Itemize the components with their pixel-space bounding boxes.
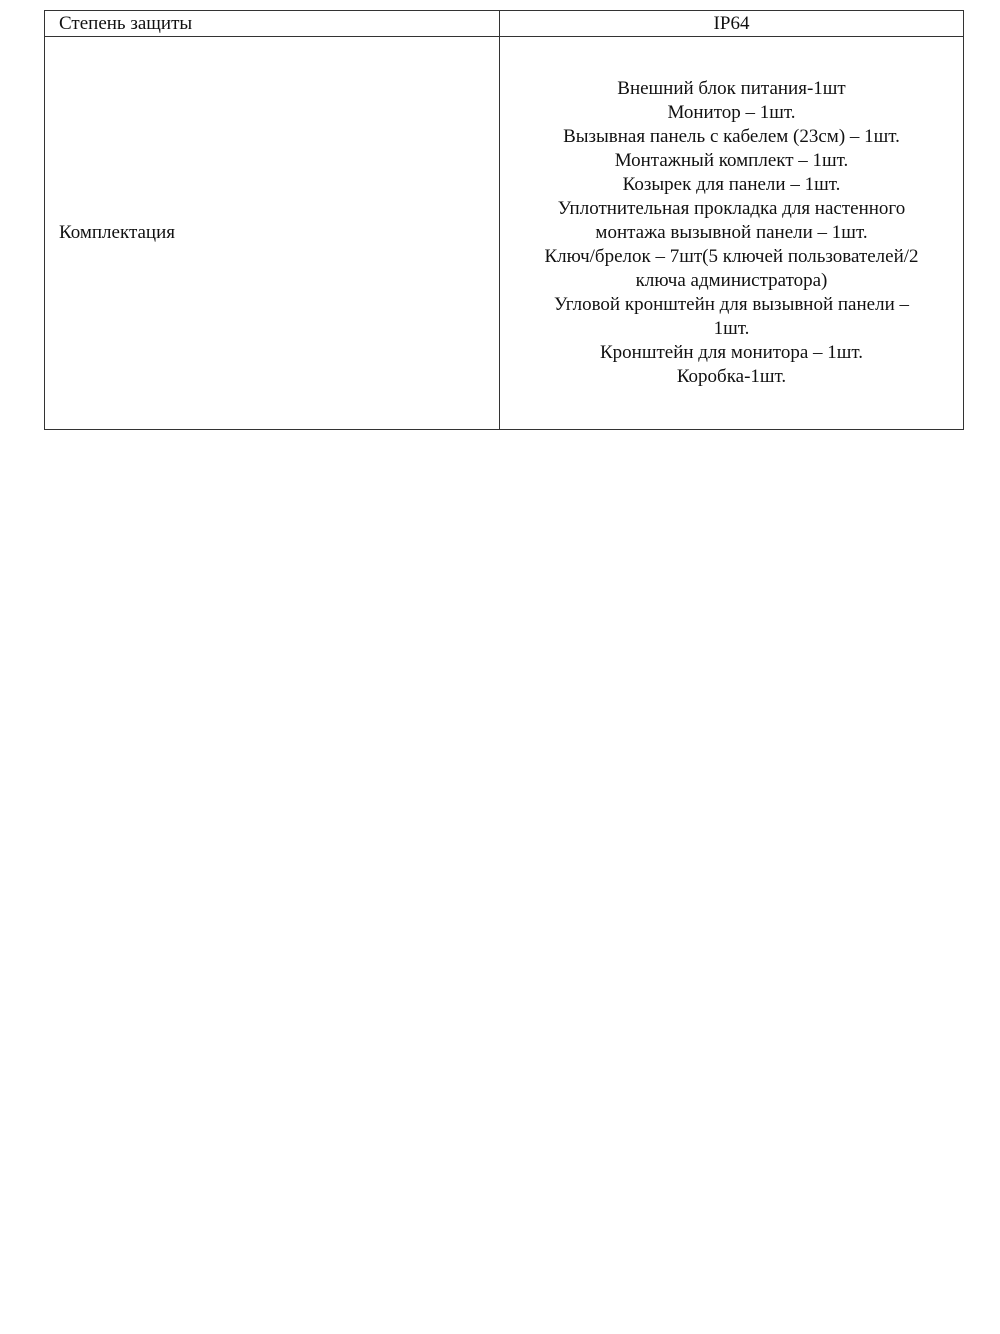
kit-item: Уплотнительная прокладка для настенного — [557, 198, 906, 219]
kit-item: монтажа вызывной панели – 1шт. — [595, 222, 868, 243]
protection-label: Степень защиты — [45, 11, 500, 37]
kit-item: Внешний блок питания-1шт — [617, 78, 846, 99]
kit-contents — [500, 37, 964, 430]
spec-table — [44, 10, 964, 430]
kit-item: Козырек для панели – 1шт. — [622, 174, 841, 195]
kit-item: Монтажный комплект – 1шт. — [614, 150, 849, 171]
kit-item: Монитор – 1шт. — [667, 102, 796, 123]
table-row-kit — [45, 37, 964, 430]
kit-item: 1шт. — [713, 318, 750, 339]
kit-item: Ключ/брелок – 7шт(5 ключей пользователей/2 — [544, 246, 919, 267]
kit-item: Вызывная панель с кабелем (23см) – 1шт. — [563, 126, 900, 147]
kit-item: Коробка-1шт. — [676, 366, 787, 387]
kit-item: ключа администратора) — [635, 270, 828, 291]
kit-list — [514, 77, 949, 389]
kit-item: Кронштейн для монитора – 1шт. — [599, 342, 864, 363]
kit-item: Угловой кронштейн для вызывной панели – — [553, 294, 909, 315]
protection-value: IP64 — [500, 11, 964, 37]
table-row-protection — [45, 11, 964, 37]
kit-label: Комплектация — [45, 37, 500, 430]
